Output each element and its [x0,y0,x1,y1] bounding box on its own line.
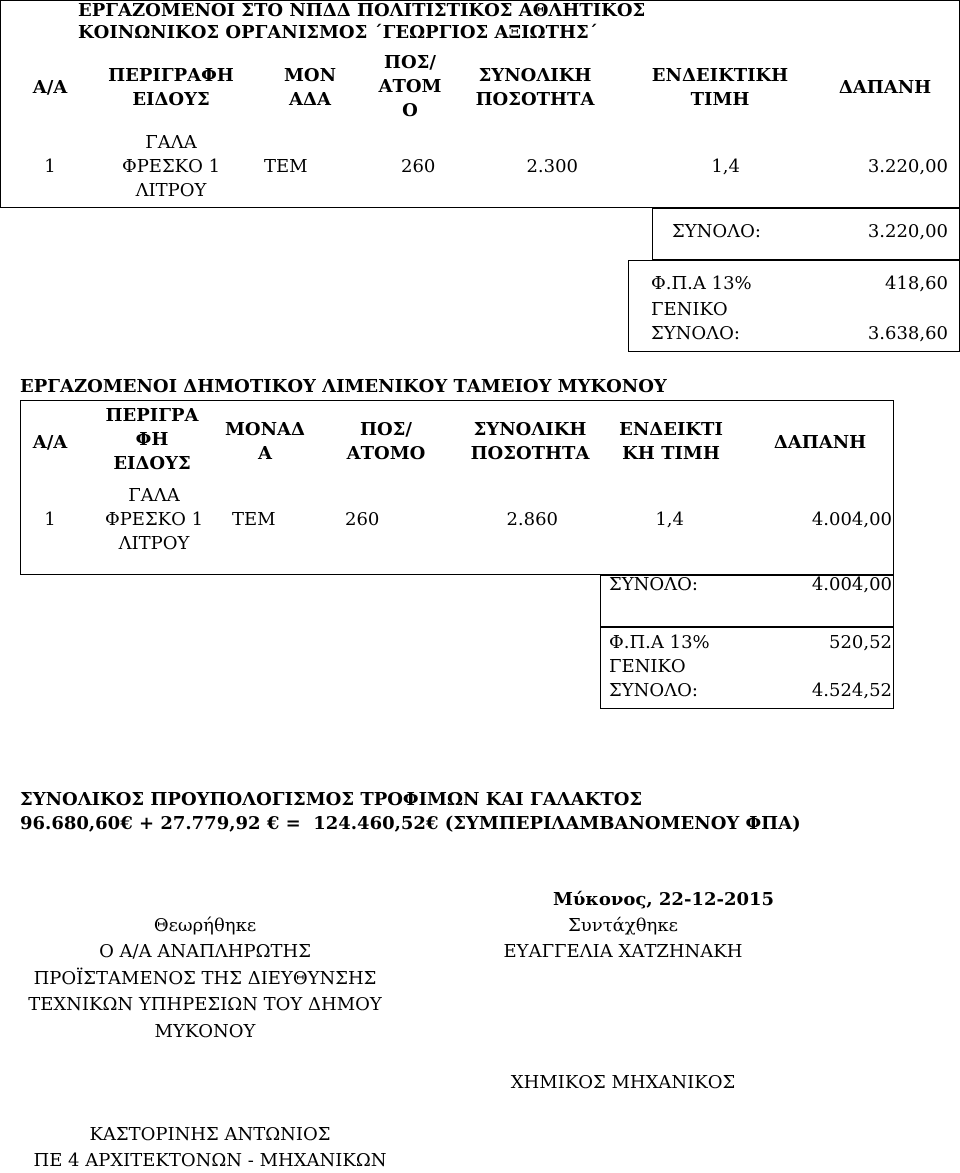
reviewer-title: ΠΕ 4 ΑΡΧΙΤΕΚΤΟΝΩΝ - ΜΗΧΑΝΙΚΩΝ [33,1150,387,1171]
s2-grand-value: 4.524,52 [811,680,892,701]
budget-title: ΣΥΝΟΛΙΚΟΣ ΠΡΟΥΠΟΛΟΓΙΣΜΟΣ ΤΡΟΦΙΜΩΝ ΚΑΙ ΓΑΛΑΚΤΟΣ [20,789,643,810]
s2-header-price: ΕΝΔΕΙΚΤΙ ΚΗ ΤΙΜΗ [619,419,723,464]
reviewer-role-2: ΠΡΟΪΣΤΑΜΕΝΟΣ ΤΗΣ ΔΙΕΥΘΥΝΣΗΣ [33,967,377,989]
reviewer-role-3: ΤΕΧΝΙΚΩΝ ΥΠΗΡΕΣΙΩΝ ΤΟΥ ΔΗΜΟΥ [28,994,382,1016]
s2-row-aa: 1 [44,509,56,530]
s1-row-total: 2.300 [526,156,578,177]
s2-row-cost: 4.004,00 [811,509,892,530]
s1-row-aa: 1 [44,156,56,177]
s1-row-price: 1,4 [711,156,740,177]
s2-sum-value: 4.004,00 [811,574,892,595]
s1-vat-value: 418,60 [885,273,948,294]
s2-header-aa: Α/Α [32,432,68,453]
s2-vat-value: 520,52 [829,632,892,653]
section1-title-line2: ΚΟΙΝΩΝΙΚΟΣ ΟΡΓΑΝΙΣΜΟΣ ΄ΓΕΩΡΓΙΟΣ ΑΞΙΩΤΗΣ΄ [78,22,598,43]
section1-title-line1: ΕΡΓΑΖΟΜΕΝΟΙ ΣΤΟ ΝΠΔΔ ΠΟΛΙΤΙΣΤΙΚΟΣ ΑΘΛΗΤΙΚΟΣ [78,0,646,21]
reviewer-name: ΚΑΣΤΟΡΙΝΗΣ ΑΝΤΩΝΙΟΣ [89,1124,331,1145]
s1-row-cost: 3.220,00 [867,156,948,177]
s1-header-cost: ΔΑΠΑΝΗ [838,77,932,98]
s1-row-desc: ΓΑΛΑ ΦΡΕΣΚΟ 1 ΛΙΤΡΟΥ [121,132,221,201]
s1-header-qty: ΠΟΣ/ ΑΤΟΜ Ο [378,52,442,121]
s2-header-unit: ΜΟΝΑΔ Α [225,419,305,464]
s2-header-qty: ΠΟΣ/ ΑΤΟΜΟ [346,419,426,464]
s2-row-qty: 260 [345,509,380,530]
s2-grand-label: ΓΕΝΙΚΟ ΣΥΝΟΛΟ: [609,656,698,701]
s1-grand-label: ΓΕΝΙΚΟ ΣΥΝΟΛΟ: [651,299,740,344]
budget-formula: 96.680,60€ + 27.779,92 € = 124.460,52€ (ΣΥΜΠΕΡΙΛΑΜΒΑΝΟΜΕΝΟΥ ΦΠΑ) [20,813,801,834]
s1-header-desc: ΠΕΡΙΓΡΑΦΗ ΕΙΔΟΥΣ [108,65,234,110]
reviewer-role-4: ΜΥΚΟΝΟΥ [154,1020,256,1042]
s2-row-desc: ΓΑΛΑ ΦΡΕΣΚΟ 1 ΛΙΤΡΟΥ [104,485,204,554]
composer-name: ΕΥΑΓΓΕΛΙΑ ΧΑΤΖΗΝΑΚΗ [503,941,743,962]
composed-label: Συντάχθηκε [568,915,678,936]
s1-row-unit: ΤΕΜ [264,156,308,177]
s2-vat-label: Φ.Π.Α 13% [609,632,710,653]
s2-header-total: ΣΥΝΟΛΙΚΗ ΠΟΣΟΤΗΤΑ [470,419,590,464]
reviewer-role-1: Ο Α/Α ΑΝΑΠΛΗΡΩΤΗΣ [99,941,311,963]
s2-header-desc: ΠΕΡΙΓΡΑ ΦΗ ΕΙΔΟΥΣ [105,405,199,474]
s2-row-unit: ΤΕΜ [232,509,276,530]
s2-row-price: 1,4 [655,509,684,530]
composer-title: ΧΗΜΙΚΟΣ ΜΗΧΑΝΙΚΟΣ [510,1072,736,1093]
s2-header-cost: ΔΑΠΑΝΗ [773,432,867,453]
s2-row-total: 2.860 [506,509,558,530]
s1-sum-value: 3.220,00 [867,221,948,242]
s1-header-total: ΣΥΝΟΛΙΚΗ ΠΟΣΟΤΗΤΑ [475,65,595,110]
s1-vat-label: Φ.Π.Α 13% [651,273,752,294]
section2-title: ΕΡΓΑΖΟΜΕΝΟΙ ΔΗΜΟΤΙΚΟΥ ΛΙΜΕΝΙΚΟΥ ΤΑΜΕΙΟΥ ΜΥΚΟΝΟΥ [20,376,667,397]
s1-row-qty: 260 [401,156,436,177]
signature-date: Μύκονος, 22-12-2015 [553,889,775,910]
reviewer-block [0,913,410,1045]
s1-grand-value: 3.638,60 [867,323,948,344]
composer-block [468,913,778,965]
reviewed-label: Θεωρήθηκε [153,915,257,936]
s2-sum-label: ΣΥΝΟΛΟ: [609,574,698,595]
s1-header-unit: ΜΟΝ ΑΔΑ [283,65,337,110]
s1-header-aa: Α/Α [32,77,68,98]
s1-sum-label: ΣΥΝΟΛΟ: [672,221,761,242]
s1-header-price: ΕΝΔΕΙΚΤΙΚΗ ΤΙΜΗ [651,65,789,110]
